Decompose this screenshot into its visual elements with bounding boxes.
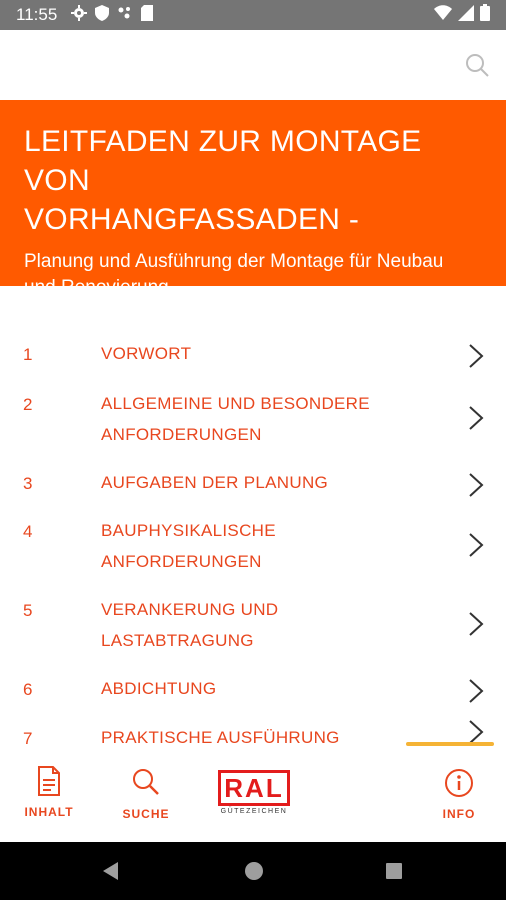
chevron-right-icon bbox=[466, 677, 486, 705]
nav-suche[interactable] bbox=[112, 746, 180, 842]
toc-label-line: ALLGEMEINE UND BESONDERE bbox=[101, 394, 370, 413]
ral-logo-subtitle: GÜTEZEICHEN bbox=[220, 808, 288, 815]
chevron-right-icon bbox=[466, 531, 486, 559]
chevron-right-icon bbox=[466, 471, 486, 499]
toc-label bbox=[101, 722, 431, 746]
toc-label bbox=[101, 515, 431, 577]
toc-number: 5 bbox=[23, 601, 33, 620]
toc-label-line: ANFORDERUNGEN bbox=[101, 552, 262, 571]
toc-label bbox=[101, 673, 431, 704]
toc-item-6[interactable] bbox=[0, 673, 506, 713]
toc-number: 4 bbox=[23, 522, 33, 541]
toc-number: 7 bbox=[23, 729, 33, 746]
nav-inhalt[interactable] bbox=[16, 746, 82, 842]
info-icon bbox=[444, 768, 474, 803]
toc-item-2[interactable] bbox=[0, 388, 506, 452]
wifi-icon bbox=[434, 5, 452, 26]
ral-logo[interactable] bbox=[218, 770, 290, 806]
title-line-1: LEITFADEN ZUR MONTAGE VON bbox=[24, 125, 422, 197]
toc-label-line: LASTABTRAGUNG bbox=[101, 631, 254, 650]
search-icon[interactable] bbox=[464, 52, 490, 78]
toc-item-4[interactable] bbox=[0, 515, 506, 579]
sd-card-icon bbox=[141, 5, 153, 26]
status-icons-left bbox=[71, 5, 153, 26]
dots-icon bbox=[117, 5, 133, 26]
subtitle-line-2: und Renovierung bbox=[24, 277, 169, 298]
nav-label-info: INFO bbox=[442, 807, 476, 821]
toc-number: 6 bbox=[23, 680, 33, 699]
hero-banner bbox=[0, 100, 506, 298]
recents-icon[interactable] bbox=[384, 861, 404, 881]
status-icons-right bbox=[434, 4, 490, 26]
document-icon bbox=[37, 766, 61, 801]
toc-number: 3 bbox=[23, 474, 33, 493]
shield-icon bbox=[95, 5, 109, 26]
toc-number: 2 bbox=[23, 395, 33, 414]
toc-label-line: ANFORDERUNGEN bbox=[101, 425, 262, 444]
toc-label-line: AUFGABEN DER PLANUNG bbox=[101, 473, 329, 492]
toc-item-5[interactable] bbox=[0, 594, 506, 658]
subtitle-line-1: Planung und Ausführung der Montage für Neubau bbox=[24, 251, 444, 272]
battery-icon bbox=[480, 4, 490, 26]
page-title bbox=[24, 122, 482, 239]
status-bar bbox=[0, 0, 506, 30]
nav-label-inhalt: INHALT bbox=[24, 805, 74, 819]
ral-logo-text: RAL bbox=[224, 772, 284, 803]
app-bar bbox=[0, 30, 506, 100]
system-navigation-bar bbox=[0, 842, 506, 900]
toc-label-line: VERANKERUNG UND bbox=[101, 600, 279, 619]
title-line-2: VORHANGFASSADEN - bbox=[24, 203, 360, 236]
back-icon[interactable] bbox=[100, 860, 122, 882]
toc-label bbox=[101, 594, 431, 656]
home-icon[interactable] bbox=[243, 860, 265, 882]
nav-label-suche: SUCHE bbox=[122, 807, 170, 821]
toc-label-line: ABDICHTUNG bbox=[101, 679, 217, 698]
toc-number: 1 bbox=[23, 345, 33, 364]
gear-icon bbox=[71, 5, 87, 26]
chevron-right-icon bbox=[466, 342, 486, 370]
toc-label-line: VORWORT bbox=[101, 344, 192, 363]
toc-label bbox=[101, 388, 431, 450]
chevron-right-icon bbox=[466, 404, 486, 432]
bottom-nav bbox=[0, 746, 506, 842]
chevron-right-icon bbox=[466, 610, 486, 638]
toc-label-line: PRAKTISCHE AUSFÜHRUNG bbox=[101, 728, 340, 746]
toc-label bbox=[101, 467, 431, 498]
search-icon bbox=[132, 768, 160, 801]
toc-label bbox=[101, 338, 431, 369]
signal-icon bbox=[458, 5, 474, 26]
table-of-contents bbox=[0, 286, 506, 746]
toc-label-line: BAUPHYSIKALISCHE bbox=[101, 521, 276, 540]
toc-item-1[interactable] bbox=[0, 338, 506, 378]
toc-item-3[interactable] bbox=[0, 467, 506, 507]
nav-info[interactable] bbox=[432, 746, 486, 842]
status-time: 11:55 bbox=[16, 5, 58, 24]
